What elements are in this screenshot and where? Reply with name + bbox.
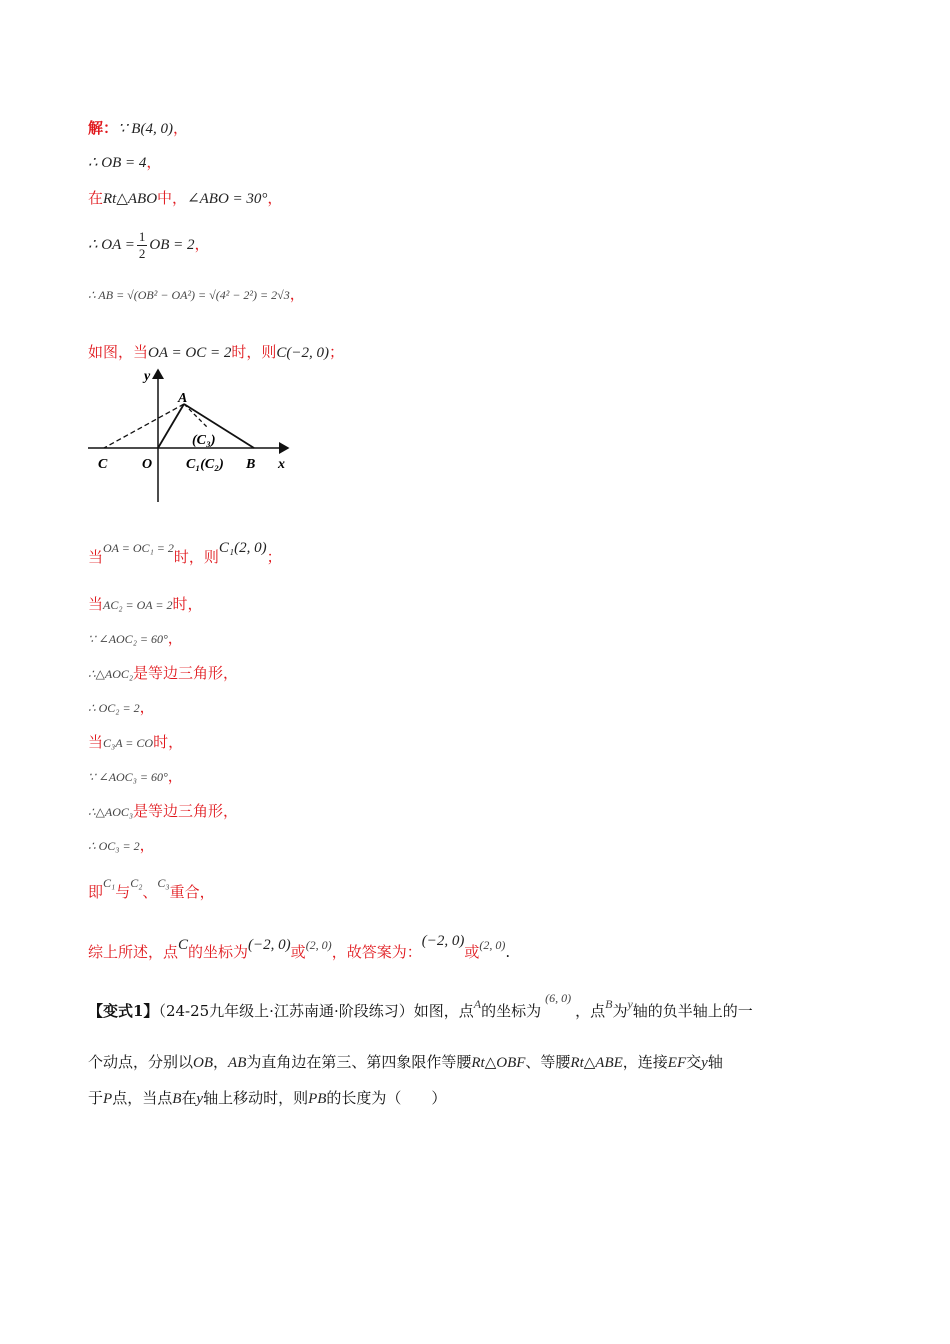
solution-line-7: 当$^{OA = OC_1 = 2}$时，则C₁(2, 0)； <box>88 540 282 566</box>
solution-line-14: ∴△AOC₃是等边三角形， <box>88 802 239 820</box>
label-o: O <box>142 457 153 472</box>
label-c3: (C₃) <box>192 433 216 448</box>
solution-line-2: ∴ OB = 4， <box>88 153 162 171</box>
label-c: C <box>98 457 108 472</box>
solution-line-15: ∴ OC₃ = 2， <box>88 836 155 854</box>
solution-line-8: 当AC₂ = OA = 2时， <box>88 595 203 613</box>
solution-line-10: ∴△AOC₂是等边三角形， <box>88 664 239 682</box>
problem-line-1: 【变式1】（24-25九年级上·江苏南通·阶段练习）如图，点$^A$的坐标为$^{(6, 0)}$，点$^B$为$^y$轴的负半轴上的一 <box>88 991 753 1020</box>
solution-line-17: 综上所述，点C的坐标为(−2, 0)或$^{(2, 0)}$，故答案为：(−2, 0)或$^{(2, 0)}$. <box>88 933 511 961</box>
label-x: x <box>278 457 285 472</box>
label-b: B <box>246 457 256 472</box>
solution-line-9: ∵ ∠AOC₂ = 60°， <box>88 629 183 647</box>
label-y: y <box>144 369 151 384</box>
solution-line-1: 解：∵ B(4, 0)， <box>88 119 188 137</box>
label-c1c2: C₁(C₂) <box>186 457 224 472</box>
problem-line-3: 于P点，当点B在y轴上移动时，则PB的长度为（ ） <box>88 1089 447 1107</box>
segment-oa <box>158 404 184 448</box>
fraction: $\frac{1}{2}$ <box>138 228 146 261</box>
solution-line-6: 如图，当OA = OC = 2时，则C(−2, 0)； <box>88 343 344 361</box>
problem-line-2: 个动点，分别以OB，AB为直角边在第三、第四象限作等腰Rt△OBF、等腰Rt△ABE，连接EF交y轴 <box>88 1053 723 1071</box>
solution-line-5: ∴ AB = √(OB² − OA²) = √(4² − 2²) = 2√3， <box>88 285 305 303</box>
geometry-figure <box>86 366 306 506</box>
solution-line-11: ∴ OC₂ = 2， <box>88 698 155 716</box>
solution-line-13: ∵ ∠AOC₃ = 60°， <box>88 767 183 785</box>
solution-line-16: 即$^{C_1}$与$^{C_2}$、$^{C_3}$重合， <box>88 876 215 901</box>
solution-line-4: ∴ OA = $\frac{1}{2}$ OB = 2， <box>88 228 210 261</box>
solution-line-12: 当C₃A = CO时， <box>88 733 184 751</box>
solution-line-3: 在Rt△ABO中，∠ABO = 30°， <box>88 189 283 207</box>
label-a: A <box>178 391 188 406</box>
